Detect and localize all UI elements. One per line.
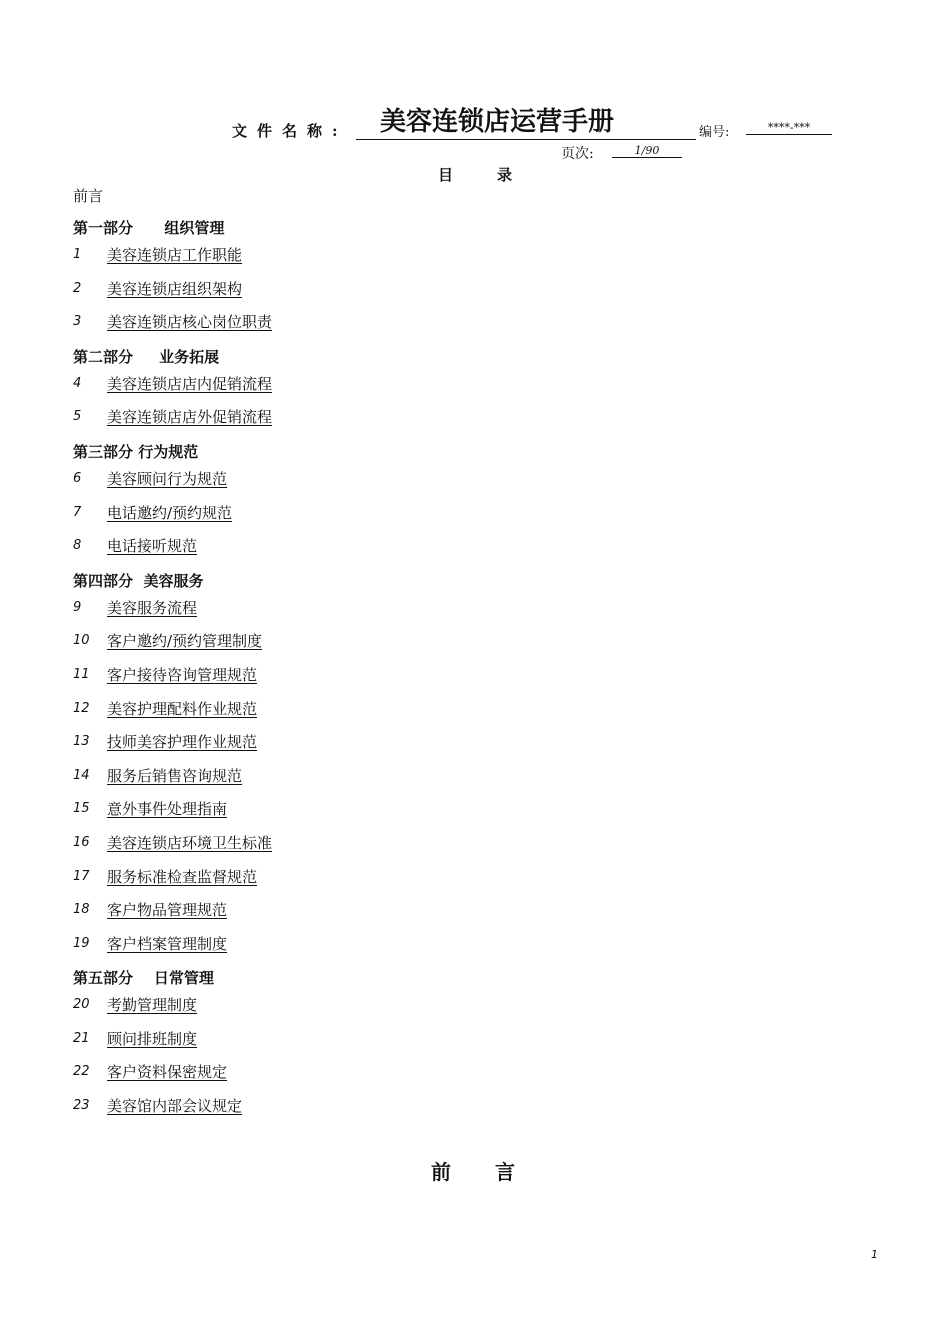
toc-item-link[interactable]: 客户档案管理制度 <box>107 934 228 953</box>
toc-part-heading: 第三部分 行为规范 <box>73 442 199 461</box>
toc-preface-link[interactable]: 前言 <box>73 187 104 205</box>
toc-item-number: 1 <box>73 247 82 262</box>
toc-item[interactable] <box>73 406 773 440</box>
toc-item-link[interactable]: 技师美容护理作业规范 <box>107 733 258 752</box>
toc-item-number: 22 <box>73 1064 90 1080</box>
toc-item-number: 11 <box>73 666 90 682</box>
toc-item-number: 4 <box>73 375 82 391</box>
code-label: 编号: <box>699 125 730 140</box>
toc-item-link[interactable]: 美容馆内部会议规定 <box>107 1097 243 1116</box>
toc-item-number: 3 <box>73 314 82 330</box>
toc-part-heading: 第一部分 组织管理 <box>73 219 225 237</box>
toc-item-link[interactable]: 美容连锁店组织架构 <box>107 279 243 298</box>
table-of-contents <box>73 186 773 1129</box>
toc-item[interactable] <box>73 866 773 900</box>
toc-item-number: 23 <box>73 1098 90 1114</box>
toc-item-number: 8 <box>73 538 82 554</box>
toc-item-link[interactable]: 顾问排班制度 <box>107 1029 198 1048</box>
toc-item-number: 10 <box>73 633 90 649</box>
document-title: 美容连锁店运营手册 <box>356 104 696 140</box>
toc-item-link[interactable]: 美容连锁店核心岗位职责 <box>107 313 273 332</box>
toc-item[interactable] <box>73 994 773 1028</box>
toc-item[interactable] <box>73 244 773 278</box>
toc-item[interactable] <box>73 535 773 569</box>
toc-item[interactable] <box>73 664 773 698</box>
toc-item-link[interactable]: 电话接听规范 <box>107 537 198 556</box>
toc-part-heading: 第四部分 美容服务 <box>73 571 204 590</box>
toc-item[interactable] <box>73 765 773 799</box>
toc-item[interactable] <box>73 1028 773 1062</box>
toc-item-number: 21 <box>73 1030 90 1046</box>
toc-item-link[interactable]: 电话邀约/预约规范 <box>107 503 233 522</box>
toc-item[interactable] <box>73 468 773 502</box>
toc-item-number: 19 <box>73 935 90 951</box>
toc-item[interactable] <box>73 1061 773 1095</box>
toc-item-link[interactable]: 考勤管理制度 <box>107 996 198 1015</box>
toc-item-number: 7 <box>73 504 82 520</box>
toc-item-link[interactable]: 美容连锁店环境卫生标准 <box>107 833 273 852</box>
toc-item-link[interactable]: 美容连锁店店内促销流程 <box>107 374 273 393</box>
page-number: 1 <box>871 1248 878 1261</box>
toc-item-link[interactable]: 服务后销售咨询规范 <box>107 766 243 785</box>
toc-item-link[interactable]: 服务标准检查监督规范 <box>107 867 258 886</box>
toc-item-link[interactable]: 美容连锁店工作职能 <box>107 246 243 264</box>
toc-title: 目录 <box>438 166 557 184</box>
document-header <box>0 104 950 144</box>
toc-part-heading: 第五部分 日常管理 <box>73 969 214 988</box>
toc-item-number: 15 <box>73 801 90 817</box>
page-count-label: 页次: <box>561 146 594 162</box>
toc-item-number: 14 <box>73 767 90 783</box>
code-value: ****-*** <box>746 121 832 135</box>
toc-item[interactable] <box>73 1095 773 1129</box>
toc-item[interactable] <box>73 597 773 631</box>
toc-item-number: 20 <box>73 997 90 1013</box>
toc-item[interactable] <box>73 502 773 536</box>
toc-item[interactable] <box>73 731 773 765</box>
toc-item-link[interactable]: 客户物品管理规范 <box>107 901 228 920</box>
toc-item-link[interactable]: 客户邀约/预约管理制度 <box>107 632 263 651</box>
toc-item-number: 9 <box>73 599 82 615</box>
toc-item-link[interactable]: 客户资料保密规定 <box>107 1063 228 1082</box>
toc-item-number: 13 <box>73 734 90 750</box>
toc-item-number: 2 <box>73 280 82 296</box>
toc-item[interactable] <box>73 278 773 312</box>
toc-item[interactable] <box>73 933 773 967</box>
toc-item[interactable] <box>73 798 773 832</box>
toc-item-number: 17 <box>73 868 90 884</box>
toc-item-link[interactable]: 意外事件处理指南 <box>107 800 228 819</box>
toc-item[interactable] <box>73 698 773 732</box>
toc-item[interactable] <box>73 899 773 933</box>
toc-item[interactable] <box>73 311 773 345</box>
toc-item-link[interactable]: 美容连锁店店外促销流程 <box>107 408 273 427</box>
toc-item-link[interactable]: 客户接待咨询管理规范 <box>107 665 258 684</box>
toc-item[interactable] <box>73 373 773 407</box>
toc-item-number: 5 <box>73 409 82 425</box>
preface-heading: 前言 <box>431 1160 559 1184</box>
toc-item-number: 16 <box>73 834 90 850</box>
toc-item-number: 12 <box>73 700 90 716</box>
toc-item-link[interactable]: 美容护理配料作业规范 <box>107 699 258 718</box>
toc-item-link[interactable]: 美容顾问行为规范 <box>107 469 228 488</box>
file-name-label: 文件名称: <box>232 122 348 140</box>
toc-item[interactable] <box>73 630 773 664</box>
page-count-value: 1/90 <box>612 144 682 158</box>
toc-item-link[interactable]: 美容服务流程 <box>107 598 198 617</box>
toc-part-heading: 第二部分 业务拓展 <box>73 347 220 366</box>
toc-item[interactable] <box>73 832 773 866</box>
toc-item-number: 6 <box>73 470 82 486</box>
toc-item-number: 18 <box>73 902 90 918</box>
